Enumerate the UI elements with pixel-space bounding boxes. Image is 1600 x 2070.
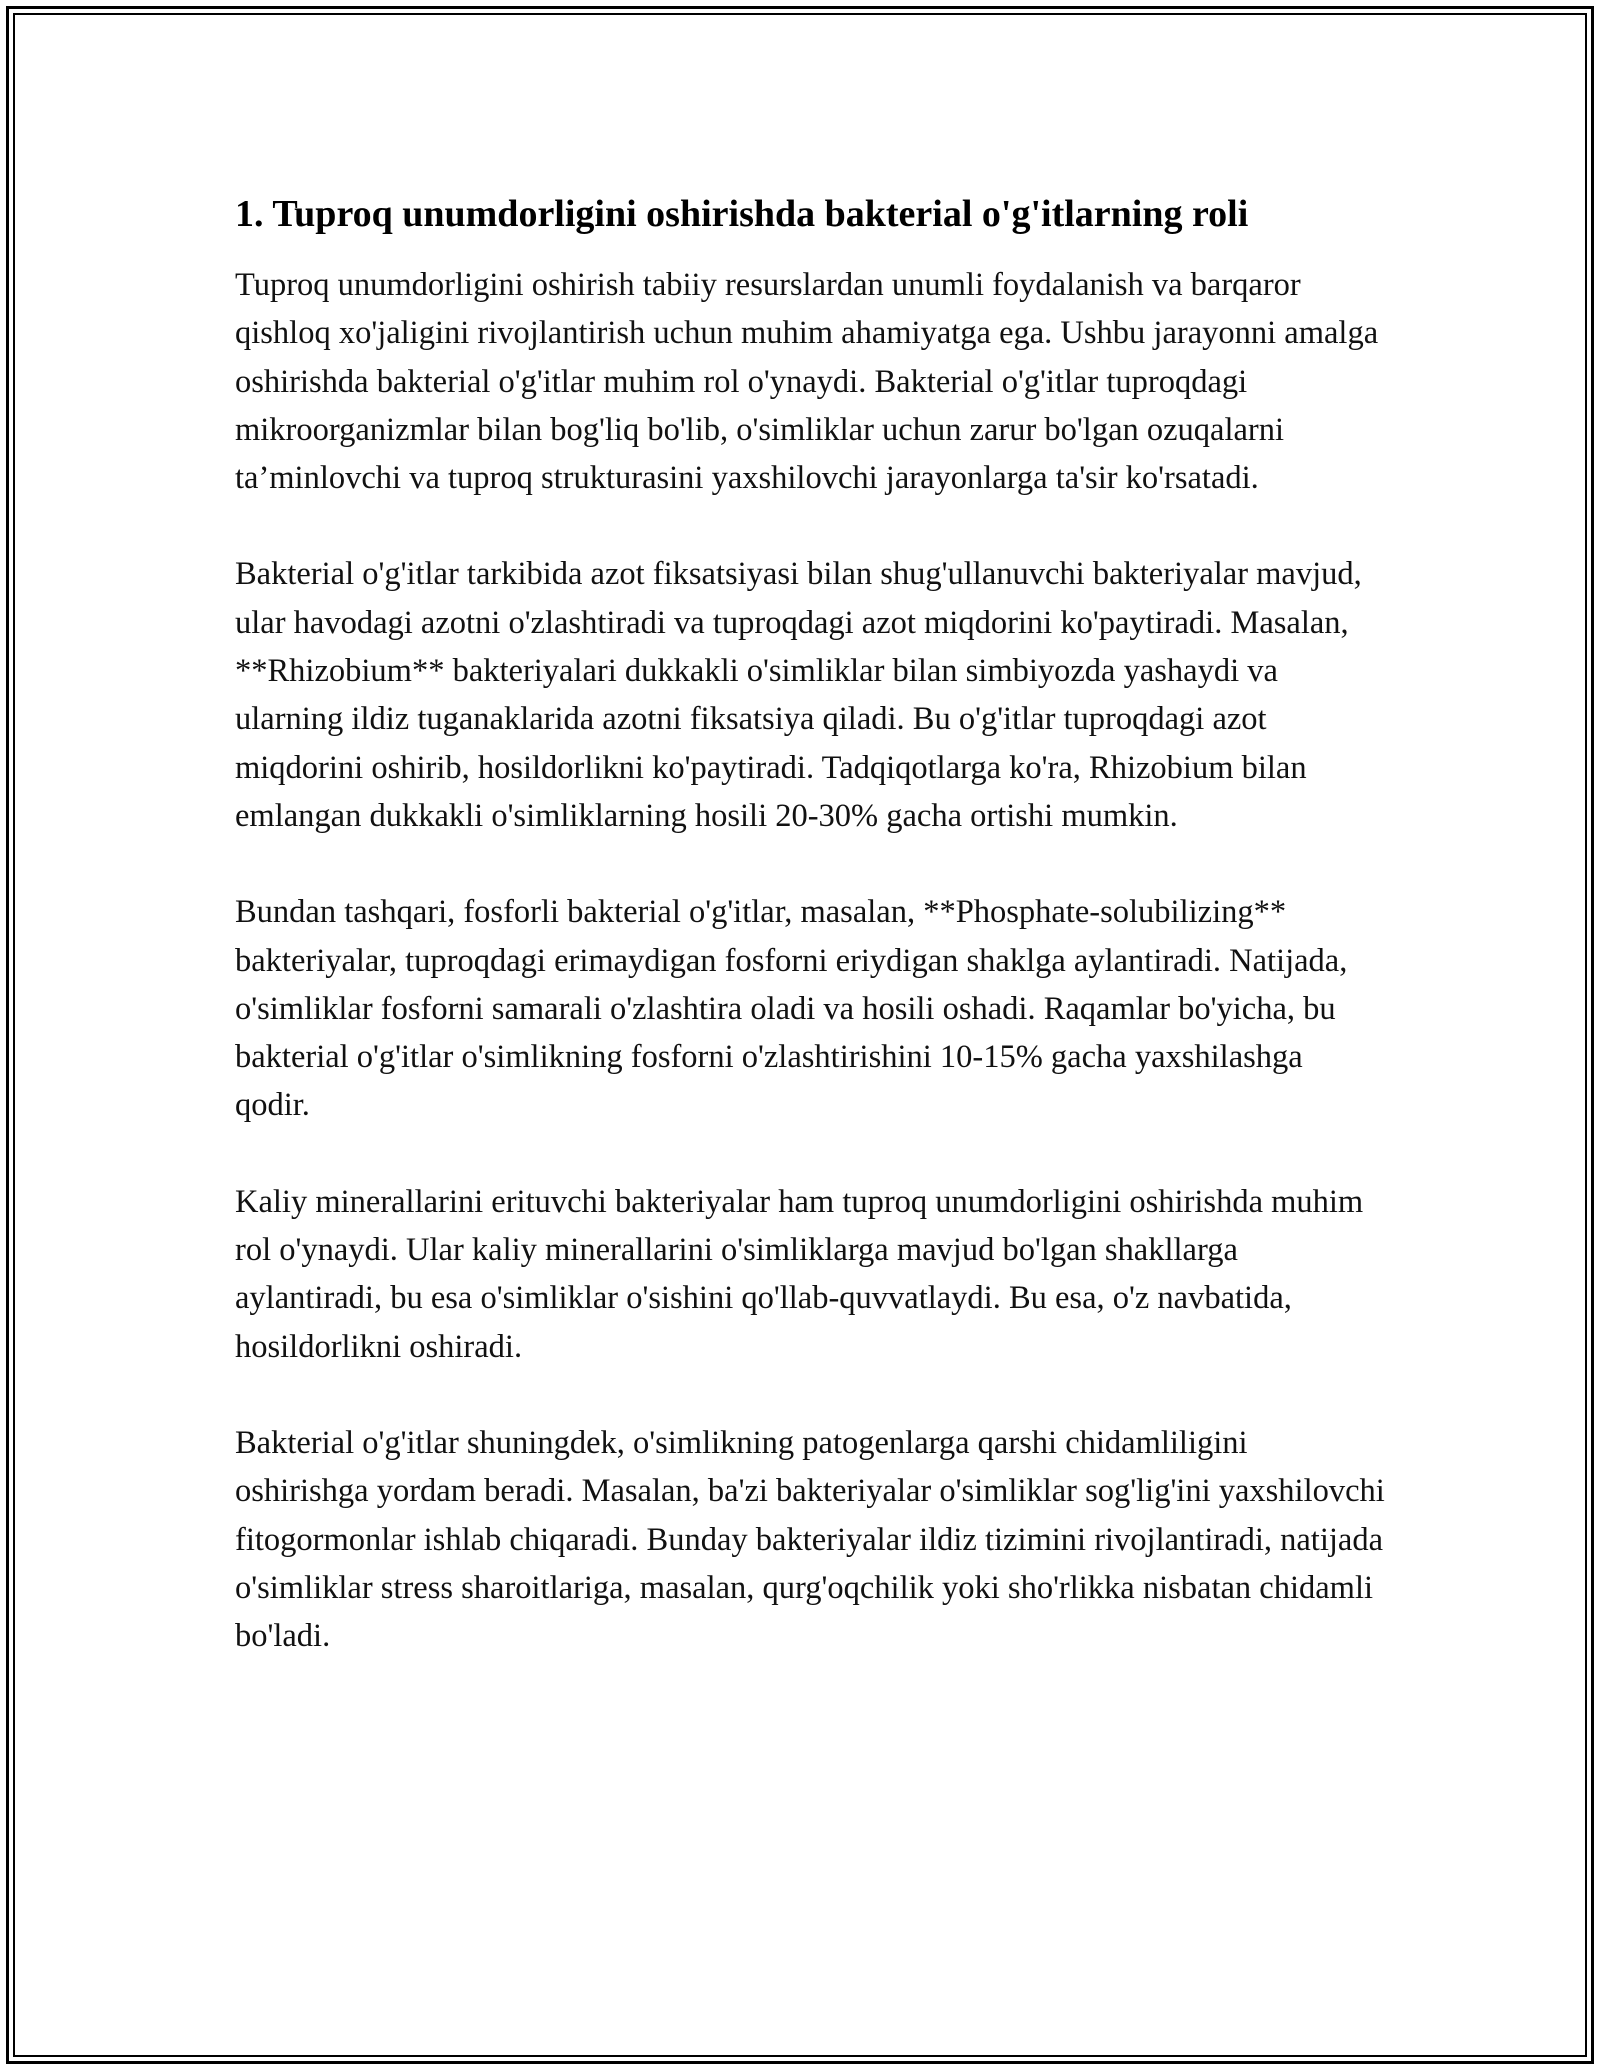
paragraph-phosphorus: Bundan tashqari, fosforli bakterial o'g'itlar, masalan, **Phosphate-solubilizing** bakteriyalar, tuproqdagi erimaydigan fosforni eriydigan shaklga aylantiradi. Natijada, o'simliklar fosforni samarali o'zlashtira oladi va hosili oshadi. Raqamlar bo'yicha, bu bakterial o'g'itlar o'simlikning fosforni o'zlashtirishini 10-15% gacha yaxshilashga qodir. <box>235 894 1348 1124</box>
section-heading: 1. Tuproq unumdorligini oshirishda bakterial o'g'itlarning roli <box>235 193 1249 235</box>
paragraph-potassium: Kaliy minerallarini erituvchi bakteriyalar ham tuproq unumdorligini oshirishda muhim rol o'ynaydi. Ular kaliy minerallarini o'simliklarga mavjud bo'lgan shakllarga aylantiradi, bu esa o'simliklar o'sishini qo'llab-quvvatlaydi. Bu esa, o'z navbatida, hosildorlikni oshiradi. <box>235 1183 1364 1365</box>
paragraph-nitrogen: Bakterial o'g'itlar tarkibida azot fiksatsiyasi bilan shug'ullanuvchi bakteriyalar mavjud, ular havodagi azotni o'zlashtiradi va tuproqdagi azot miqdorini ko'paytiradi. Masalan, **Rhizobium** bakteriyalari dukkakli o'simliklar bilan simbiyozda yashaydi va ularning ildiz tuganaklarida azotni fiksatsiya qiladi. Bu o'g'itlar tuproqdagi azot miqdorini oshirib, hosildorlikni ko'paytiradi. Tadqiqotlarga ko'ra, Rhizobium bilan emlangan dukkakli o'simliklarning hosili 20-30% gacha ortishi mumkin. <box>235 556 1362 834</box>
paragraph-intro: Tuproq unumdorligini oshirish tabiiy resurslardan unumli foydalanish va barqaror qishloq xo'jaligini rivojlantirish uchun muhim ahamiyatga ega. Ushbu jarayonni amalga oshirishda bakterial o'g'itlar muhim rol o'ynaydi. Bakterial o'g'itlar tuproqdagi mikroorganizmlar bilan bog'liq bo'lib, o'simliklar uchun zarur bo'lgan ozuqalarni ta’minlovchi va tuproq strukturasini yaxshilovchi jarayonlarga ta'sir ko'rsatadi. <box>235 267 1379 497</box>
paragraph-pathogen-resistance: Bakterial o'g'itlar shuningdek, o'simlikning patogenlarga qarshi chidamliligini oshirishga yordam beradi. Masalan, ba'zi bakteriyalar o'simliklar sog'lig'ini yaxshilovchi fitogormonlar ishlab chiqaradi. Bunday bakteriyalar ildiz tizimini rivojlantiradi, natijada o'simliklar stress sharoitlariga, masalan, qurg'oqchilik yoki sho'rlikka nisbatan chidamli bo'ladi. <box>235 1424 1385 1655</box>
document-body <box>235 185 1385 1708</box>
